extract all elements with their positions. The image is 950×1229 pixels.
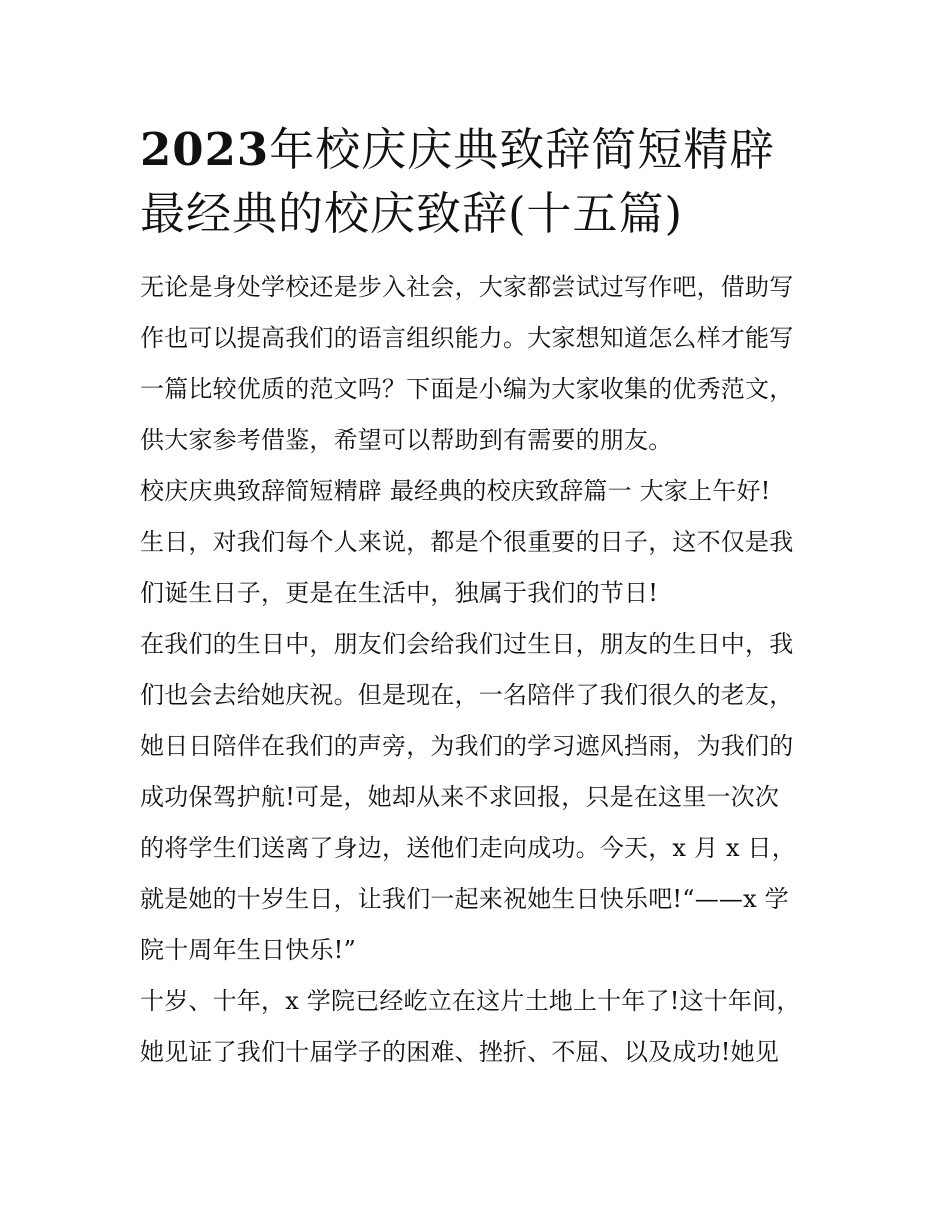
text-line: 十岁、十年，x 学院已经屹立在这片土地上十年了!这十年间，	[140, 987, 801, 1015]
text-line: 无论是身处学校还是步入社会，大家都尝试过写作吧，借助写	[140, 273, 794, 301]
text-line: 校庆庆典致辞简短精辟 最经典的校庆致辞篇一 大家上午好!	[140, 477, 771, 505]
paragraph-heading-speech-1	[140, 466, 820, 517]
text-line: 院十周年生日快乐!”	[140, 936, 356, 964]
document-content	[140, 118, 820, 1078]
text-line: 她见证了我们十届学子的困难、挫折、不屈、以及成功!她见	[140, 1038, 780, 1066]
text-line: 在我们的生日中，朋友们会给我们过生日，朋友的生日中，我	[140, 630, 794, 658]
title-line-1-text: 年校庆庆典致辞简短精辟	[269, 123, 776, 176]
text-line: 一篇比较优质的范文吗？下面是小编为大家收集的优秀范文，	[140, 375, 794, 403]
title-year: 2023	[140, 123, 270, 176]
document-title	[140, 118, 820, 246]
text-line: 生日，对我们每个人来说，都是个很重要的日子，这不仅是我	[140, 528, 794, 556]
text-line: 成功保驾护航!可是，她却从来不求回报，只是在这里一次次	[140, 783, 780, 811]
paragraph-intro	[140, 262, 820, 466]
title-line-2: 最经典的校庆致辞(十五篇)	[140, 187, 684, 240]
text-line: 们诞生日子，更是在生活中，独属于我们的节日!	[140, 579, 659, 607]
text-line: 她日日陪伴在我们的声旁，为我们的学习遮风挡雨，为我们的	[140, 732, 794, 760]
document-body	[140, 262, 820, 1078]
text-line: 作也可以提高我们的语言组织能力。大家想知道怎么样才能写	[140, 324, 794, 352]
title-line-1	[140, 118, 820, 182]
paragraph-old-friend	[140, 619, 820, 976]
text-line: 的将学生们送离了身边，送他们走向成功。今天，x 月 x 日，	[140, 834, 796, 862]
paragraph-ten-years	[140, 976, 820, 1078]
paragraph-birthday	[140, 517, 820, 619]
text-line: 们也会去给她庆祝。但是现在，一名陪伴了我们很久的老友，	[140, 681, 794, 709]
text-line: 就是她的十岁生日，让我们一起来祝她生日快乐吧!“——x 学	[140, 885, 789, 913]
text-line: 供大家参考借鉴，希望可以帮助到有需要的朋友。	[140, 426, 673, 454]
